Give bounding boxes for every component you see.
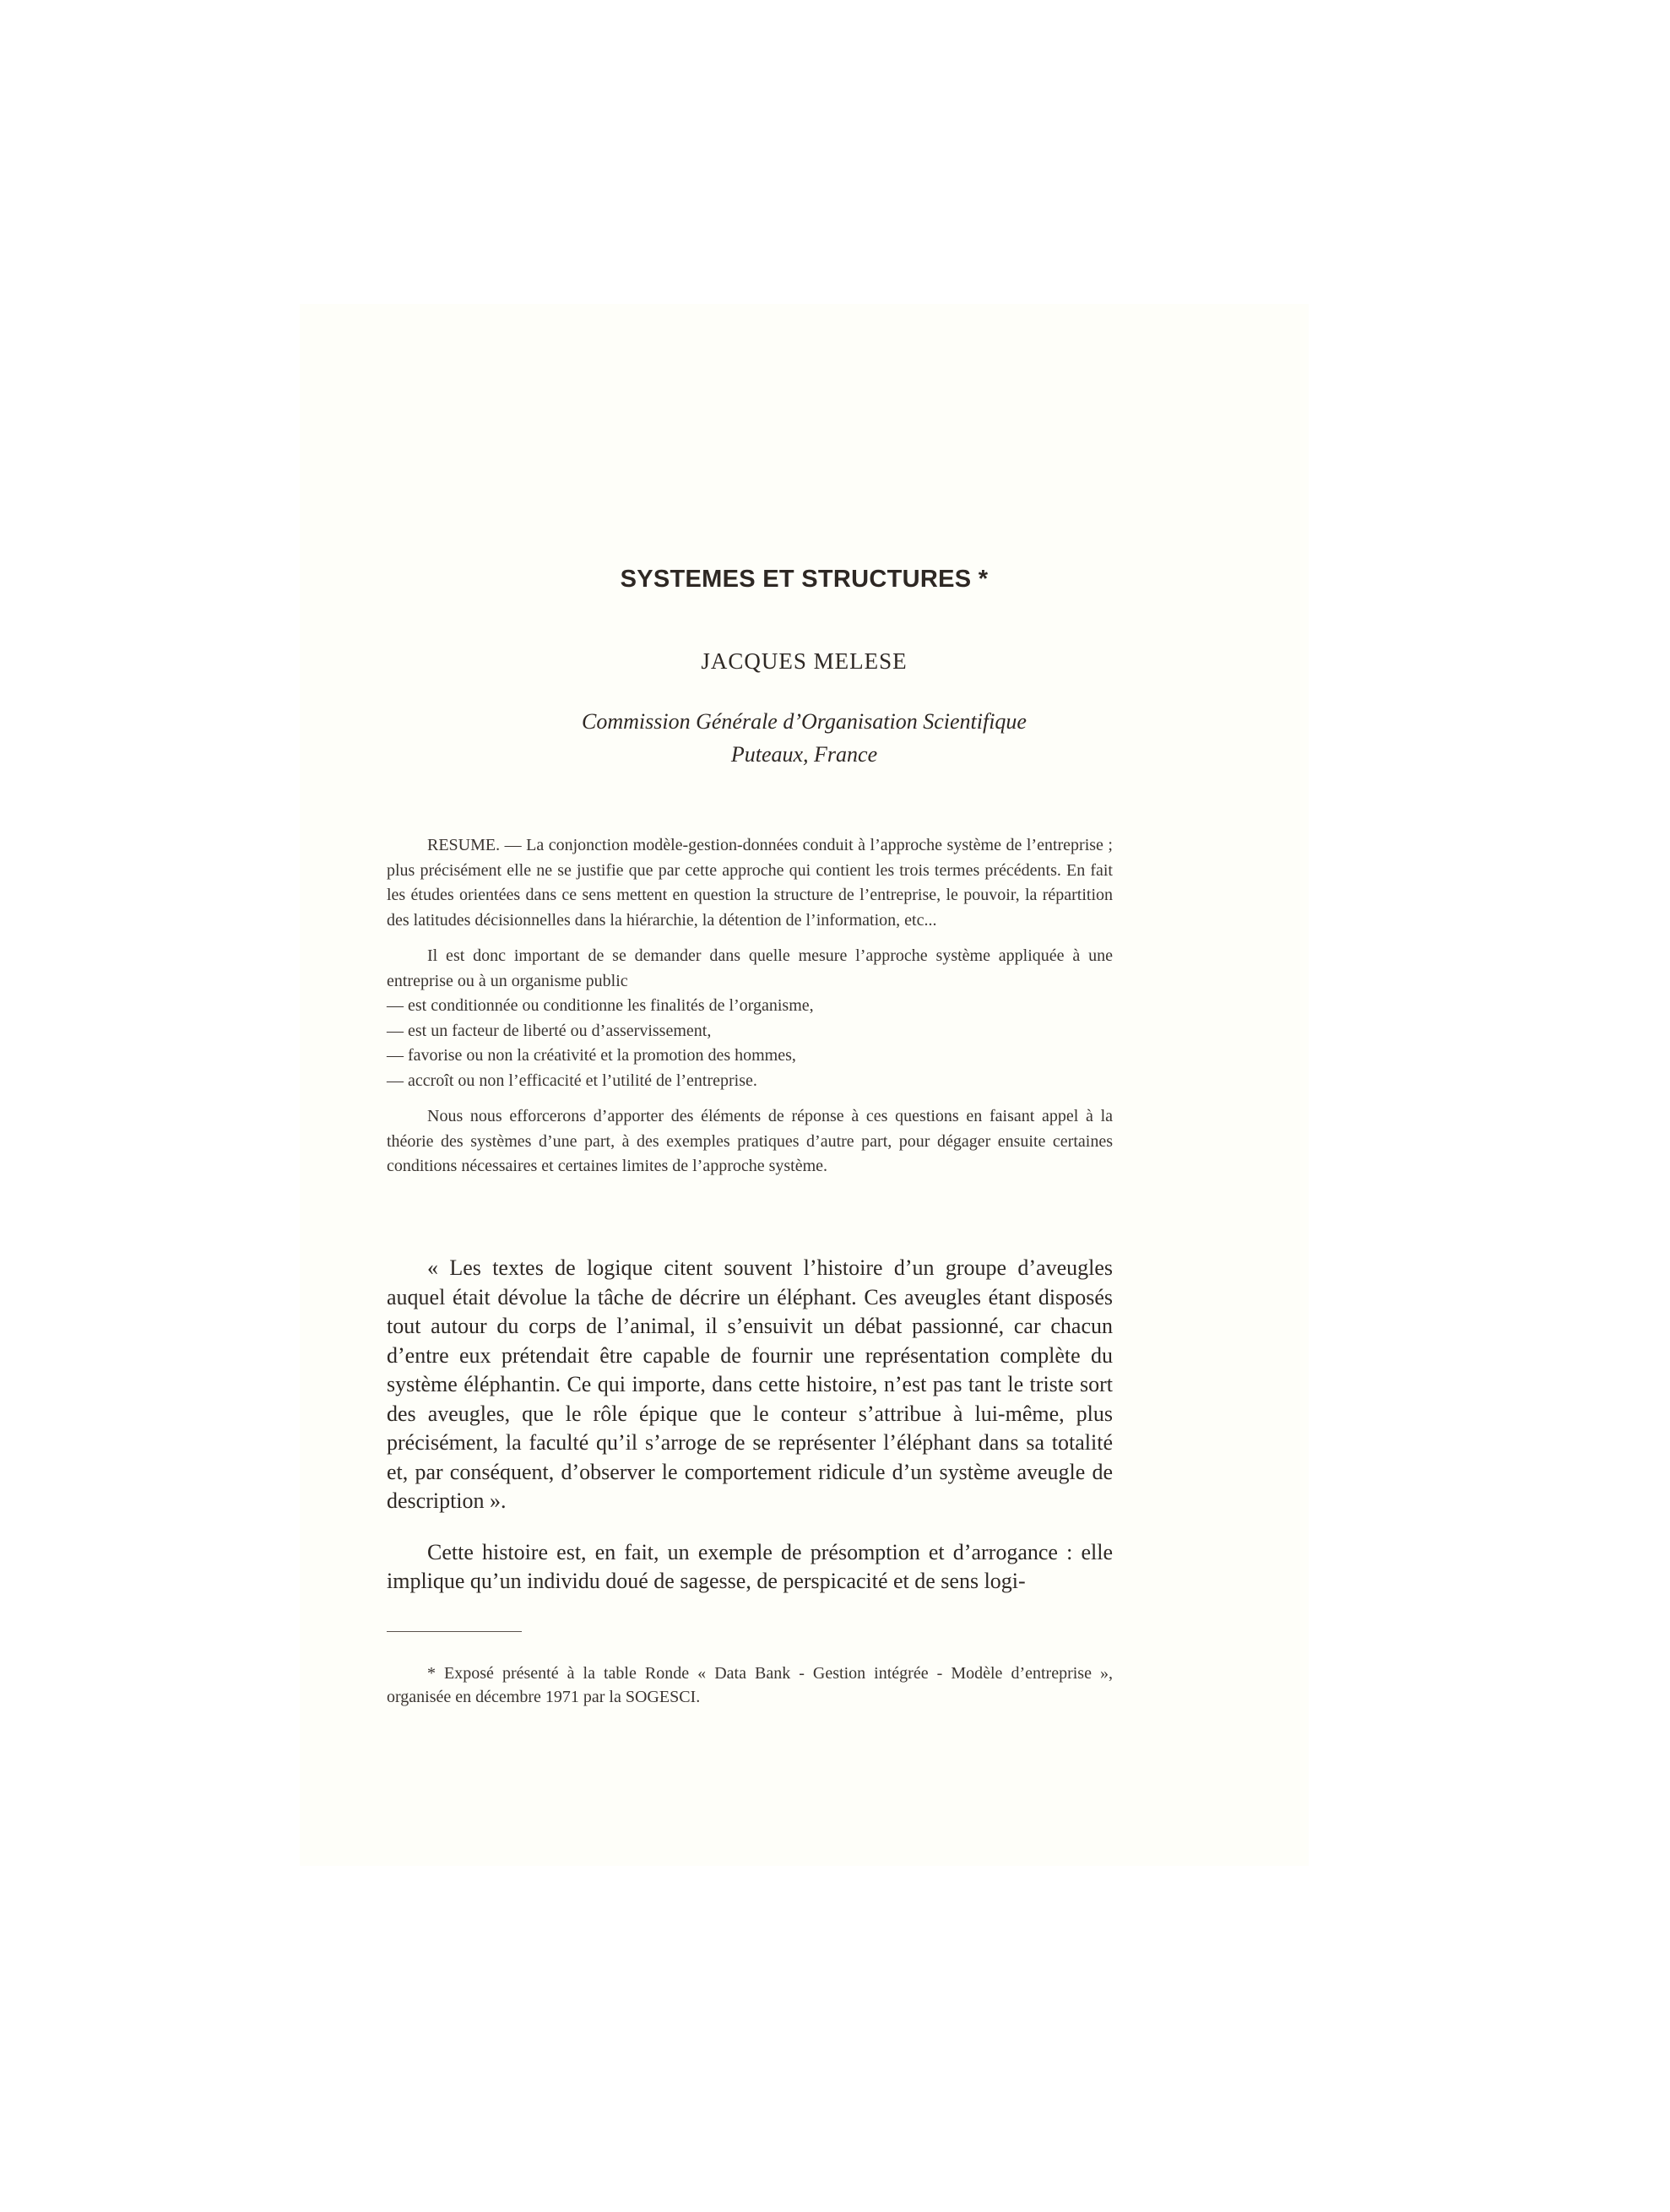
- footnote-divider: [387, 1631, 522, 1632]
- affiliation-line-1: Commission Générale d’Organisation Scientifique: [582, 709, 1027, 734]
- affiliation-line-2: Puteaux, France: [730, 742, 878, 767]
- footnote: * Exposé présenté à la table Ronde « Data Bank - Gestion intégrée - Modèle d’entreprise », organisée en décembre 1971 par la SOGESCI.: [387, 1664, 1113, 1706]
- abstract-paragraph: Nous nous efforcerons d’apporter des éléments de réponse à ces questions en faisant appel à la théorie des systèmes d’une part, à des exemples pratiques d’autre part, pour dégager ensuite certaines conditions nécessaires et certaines limites de l’approche système.: [387, 1107, 1113, 1175]
- list-item: — est conditionnée ou conditionne les finalités de l’organisme,: [387, 996, 814, 1015]
- list-item: — est un facteur de liberté ou d’asservissement,: [387, 1021, 712, 1040]
- body-text: [387, 1254, 1113, 1618]
- author-affiliation: [300, 705, 1309, 771]
- page-sheet: [300, 304, 1309, 1866]
- body-paragraph: « Les textes de logique citent souvent l’histoire d’un groupe d’aveugles auquel était dévolue la tâche de décrire un éléphant. Ces aveugles étant disposés tout autour du corps de l’animal, il s’ensuivit un débat passionné, car chacun d’entre eux prétendait être capable de fournir une représentation complète du système éléphantin. Ce qui importe, dans cette histoire, n’est pas tant le triste sort des aveugles, que le rôle épique que le conteur s’attribue à lui-même, plus précisément, la faculté qu’il s’arroge de se représenter l’éléphant dans sa totalité et, par conséquent, d’observer le comportement ridicule d’un système aveugle de description ».: [387, 1255, 1113, 1513]
- body-paragraph: Cette histoire est, en fait, un exemple de présomption et d’arrogance : elle implique qu’un individu doué de sagesse, de perspicacité et de sens logi-: [387, 1539, 1113, 1593]
- list-item: — favorise ou non la créativité et la promotion des hommes,: [387, 1046, 796, 1065]
- abstract-paragraph: Il est donc important de se demander dans quelle mesure l’approche système appliquée à une entreprise ou à un organisme public: [387, 946, 1113, 990]
- abstract-list: [387, 994, 1113, 1093]
- list-item: — accroît ou non l’efficacité et l’utilité de l’entreprise.: [387, 1071, 757, 1090]
- abstract-paragraph: RESUME. — La conjonction modèle-gestion-données conduit à l’approche système de l’entreprise ; plus précisément elle ne se justifie que par cette approche qui contient les trois termes précédents. En fait les études orientées dans ce sens mettent en question la structure de l’entreprise, le pouvoir, la répartition des latitudes décisionnelles dans la hiérarchie, la détention de l’information, etc...: [387, 836, 1113, 930]
- author-name: JACQUES MELESE: [701, 648, 908, 674]
- abstract: [387, 833, 1113, 1190]
- article-title: SYSTEMES ET STRUCTURES *: [620, 566, 989, 593]
